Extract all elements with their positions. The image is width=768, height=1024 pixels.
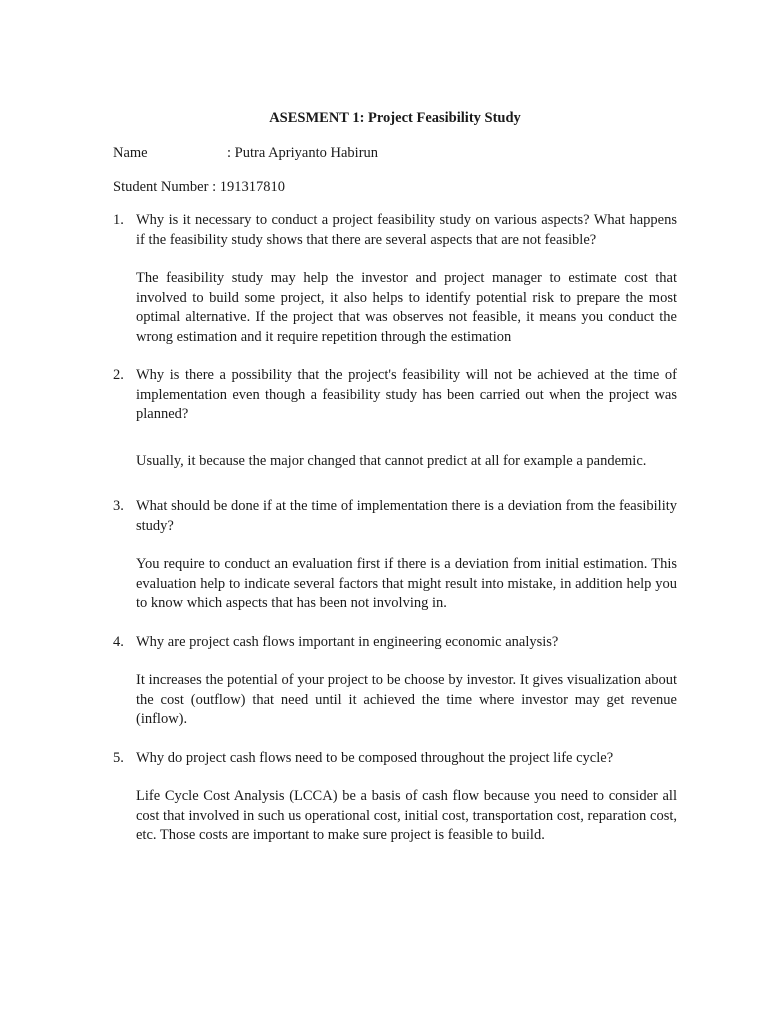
question-text: Why are project cash flows important in engineering economic analysis? (136, 633, 559, 650)
question-number: 2. (113, 367, 124, 383)
question-list (113, 211, 677, 846)
student-number-value: : 191317810 (212, 179, 285, 195)
document-title: ASESMENT 1: Project Feasibility Study (269, 110, 521, 126)
question-item-4 (113, 633, 677, 730)
answer-text: Usually, it because the major changed that cannot predict at all for example a pandemic. (136, 452, 647, 469)
answer-text: You require to conduct an evaluation first if there is a deviation from initial estimation. This evaluation help to indicate several factors that might result into mistake, in addition help you to know which aspects that has been not involving in. (136, 556, 677, 611)
student-name-line (113, 144, 378, 163)
student-number-label: Student Number (113, 179, 209, 195)
question-number: 5. (113, 749, 124, 766)
answer-text: Life Cycle Cost Analysis (LCCA) be a basis of cash flow because you need to consider all cost that involved in such us operational cost, initial cost, transportation cost, reparation cost, etc. Those costs are important to make sure project is feasible to build. (136, 788, 677, 843)
question-item-5 (113, 749, 677, 846)
question-item-3 (113, 497, 677, 614)
name-label: Name (113, 145, 148, 161)
answer-text: It increases the potential of your project to be choose by investor. It gives visualization about the cost (outflow) that need until it achieved the time where investor may get revenue (inflow). (136, 672, 677, 727)
answer-text: The feasibility study may help the investor and project manager to estimate cost that involved to build some project, it also helps to identify potential risk to prepare the most optimal alternative. If the project that was observes not feasible, it means you conduct the wrong estimation and it require repetition through the estimation (136, 270, 677, 345)
question-item-1 (113, 211, 677, 347)
question-item-2 (113, 366, 677, 471)
question-text: Why is there a possibility that the project's feasibility will not be achieved at the time of implementation even though a feasibility study has been carried out when the project was planned? (136, 367, 677, 422)
student-number-line (113, 178, 285, 197)
question-text: What should be done if at the time of implementation there is a deviation from the feasibility study? (136, 498, 677, 534)
question-text: Why do project cash flows need to be composed throughout the project life cycle? (136, 749, 614, 766)
question-number: 4. (113, 633, 124, 650)
question-text: Why is it necessary to conduct a project feasibility study on various aspects? What happens if the feasibility study shows that there are several aspects that are not feasible? (136, 212, 677, 248)
question-number: 3. (113, 498, 124, 514)
question-number: 1. (113, 212, 124, 228)
name-value: : Putra Apriyanto Habirun (227, 145, 379, 161)
